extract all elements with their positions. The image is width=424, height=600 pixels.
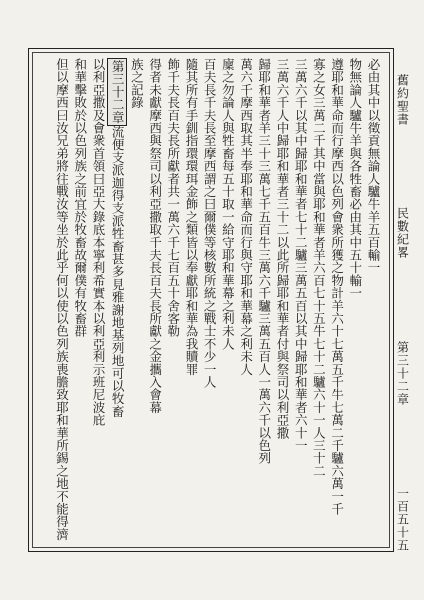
- text-column: 但以摩西曰汝兄弟將往戰汝等坐於此乎何以使以色列族喪膽致耶和華所錫之地不能得濟: [54, 58, 70, 541]
- text-column: 飾千夫長百夫長所獻者共一萬六千七百五十舍客勒: [165, 58, 181, 338]
- text-column: 三萬六千以其中歸耶和華者七十二驢三萬五百以其中歸耶和華者六十一: [293, 58, 309, 452]
- text-column: 三萬六千人中歸耶和華者三十二以此所歸耶和華者付與祭司以利亞撒: [274, 58, 290, 439]
- text-column: [107, 58, 127, 542]
- text-column: 得者未獻摩西與祭司以利亞撒取千夫長百夫長所獻之金攜入會幕: [147, 58, 163, 414]
- running-head-section: 民數紀畧: [395, 207, 410, 260]
- running-head-book: 舊約聖書: [395, 74, 410, 126]
- text-column: 族之記錄: [129, 58, 145, 109]
- right-marginalia: [394, 74, 412, 552]
- text-segment: 流便支派迦得支派牲畜甚多見雅謝地基列地可以牧畜: [110, 125, 126, 418]
- text-column: 寡之女三萬二千其中當與耶和華者羊六百七十五牛七十二驢六十一人三十二: [311, 58, 327, 478]
- text-column: 物無論人驢牛羊與各牲畜必由其中五十輸一: [347, 58, 363, 300]
- text-column: 以利亞撒及會衆首領曰亞大錄底本寧利希實本以利亞利示班尼波庇: [90, 58, 106, 427]
- running-head-chapter: 第三十二章: [395, 340, 410, 406]
- text-column: 必由其中以徵貢無論人驢牛羊五百輸一: [366, 58, 381, 274]
- text-column: 百夫長千夫長至摩西謂之曰爾僕等核數所統之戰士不少一人: [202, 58, 218, 389]
- text-column: 廩之勿論人與牲畜每五十取一給守耶和華幕之利未人: [220, 58, 236, 351]
- text-column: 和華擊敗於以色列族之前宜於牧畜故爾僕有牧畜群: [72, 58, 88, 338]
- text-column: 遵耶和華命而行摩西以色列會衆所獲之物計羊六十七萬五千牛七萬二千驢六萬一千: [329, 58, 345, 516]
- text-column: 隨其所有手釧指環環珥金飾之類皆以奉獻耶和華為我贖罪: [183, 58, 199, 376]
- page: [8, 14, 416, 586]
- chapter-marker: 第三十二章: [107, 58, 127, 126]
- page-number: 一百五十五: [395, 486, 410, 552]
- body-text: [54, 58, 382, 542]
- text-column: 萬六千摩西取其半奉耶和華命而行與守耶和華幕之利未人: [238, 58, 254, 376]
- text-column: 歸耶和華者羊三十三萬七千五百牛三萬六千驢三萬五百人一萬六千以色列: [256, 58, 272, 465]
